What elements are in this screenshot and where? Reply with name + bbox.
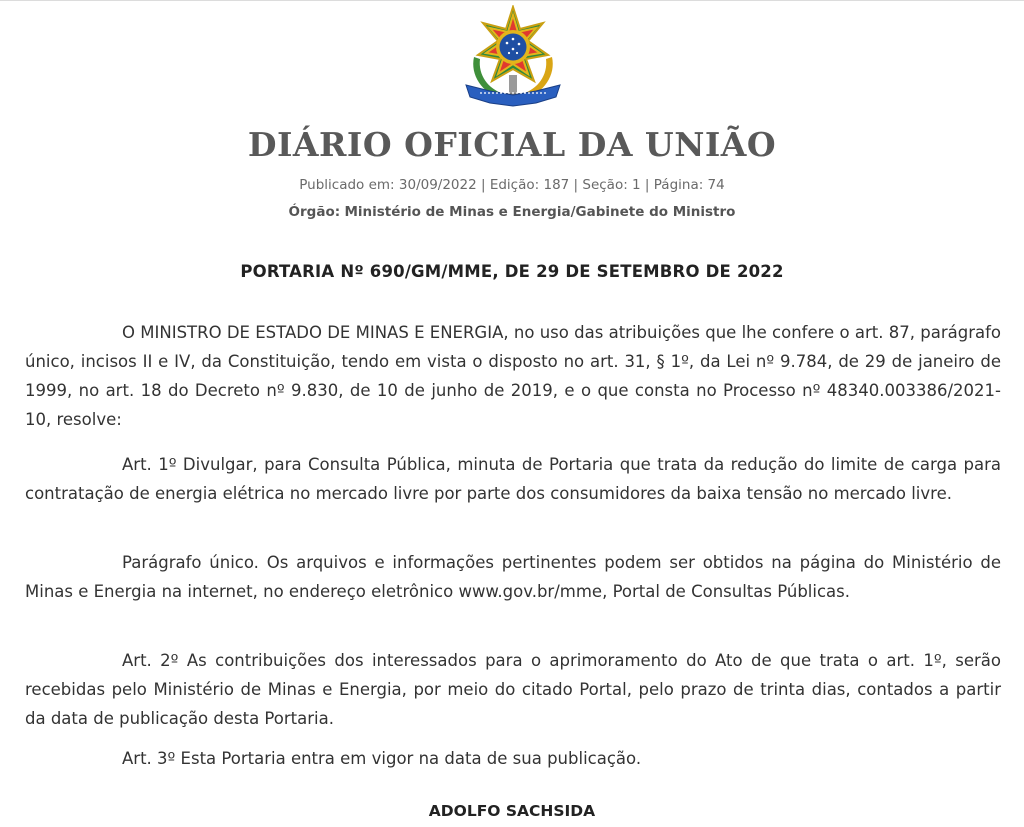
preamble-paragraph: O MINISTRO DE ESTADO DE MINAS E ENERGIA, no uso das atribuições que lhe confere o art. 87, parágrafo único, incisos II e IV, da Constituição, tendo em vista o disposto no art. 31, § 1º, da Lei nº 9.784, de 29 de janeiro de 1999, no art. 18 do Decreto nº 9.830, de 10 de junho de 2019, e o que consta no Processo nº 48340.003386/2021-10, resolve:	[25, 323, 1001, 429]
brazil-coat-of-arms-icon	[460, 5, 566, 109]
publication-info: Publicado em: 30/09/2022 | Edição: 187 | Seção: 1 | Página: 74	[299, 177, 725, 193]
document-page	[0, 1, 1024, 827]
article-3-paragraph: Art. 3º Esta Portaria entra em vigor na data de sua publicação.	[122, 749, 642, 768]
masthead-title: DIÁRIO OFICIAL DA UNIÃO	[247, 125, 777, 164]
portaria-title: PORTARIA Nº 690/GM/MME, DE 29 DE SETEMBRO DE 2022	[240, 262, 784, 281]
orgao-value: Ministério de Minas e Energia/Gabinete do Ministro	[344, 204, 736, 220]
orgao-label: Órgão:	[288, 204, 341, 220]
orgao-line	[0, 204, 1024, 220]
article-2-paragraph: Art. 2º As contribuições dos interessados para o aprimoramento do Ato de que trata o art. 1º, serão recebidas pelo Ministério de Minas e Energia, por meio do citado Portal, pelo prazo de trinta dias, contados a partir da data de publicação desta Portaria.	[25, 651, 1001, 728]
article-1-paragraph: Art. 1º Divulgar, para Consulta Pública, minuta de Portaria que trata da redução do limite de carga para contratação de energia elétrica no mercado livre por parte dos consumidores da baixa tensão no mercado livre.	[25, 455, 1001, 503]
sole-paragraph: Parágrafo único. Os arquivos e informações pertinentes podem ser obtidos na página do Ministério de Minas e Energia na internet, no endereço eletrônico www.gov.br/mme, Portal de Consultas Públicas.	[25, 553, 1001, 601]
signature-name: ADOLFO SACHSIDA	[428, 802, 596, 820]
